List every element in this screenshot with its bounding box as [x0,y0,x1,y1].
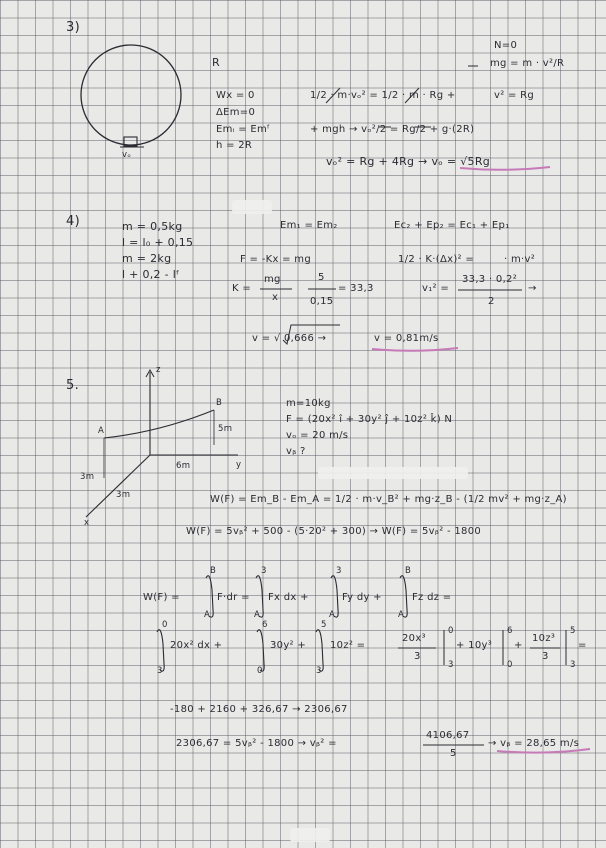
x-axis [86,455,150,517]
y-axis-label: y [236,460,242,470]
cond-h: h = 2R [216,140,253,151]
limit-5-a: 5 [321,620,327,630]
k-result: = 33,3 [338,283,374,294]
p4-v-text: v = √ 0,666 → [252,333,327,344]
eval-0b: 0 [507,660,513,670]
work-int-label: W(F) = [143,592,180,603]
int2-3: 10z² = [330,640,366,651]
label-5m: 5m [218,424,233,434]
integral-sign [316,630,323,671]
k-label: K = [232,283,252,294]
integral-sign [257,630,264,671]
v2-arrow: → [528,283,537,294]
label-3m-a: 3m [80,472,95,482]
int2-2: 30y² + [270,640,307,651]
p4-m2: m = 2kg [122,252,172,265]
v-squared: v² = Rg [494,90,535,101]
int2-7: + [514,640,523,651]
limit-A-1: A [204,610,211,620]
x-axis-label: x [84,518,90,528]
integral-sign [157,630,164,671]
cond-em: Emᵢ = Emᶠ [216,124,271,135]
z-axis-label: z [156,365,161,375]
k-den: x [272,292,279,303]
int2-6: + 10y³ [456,640,493,651]
loop-circle [81,45,181,145]
p4-l: l = l₀ + 0,15 [122,236,194,249]
limit-6-a: 6 [262,620,268,630]
k-num2: 5 [318,272,325,283]
p5-vb: vᵦ ? [286,446,306,457]
eval-3b: 3 [570,660,576,670]
v2-num: 33,3 · 0,2² [462,274,518,285]
final-den: 5 [450,748,457,759]
answer-underline [372,348,458,351]
p4-ec: Ec₂ + Ep₂ = Ec₁ + Ep₁ [394,220,510,231]
smudge [290,828,330,842]
path-A-B [104,410,214,438]
p4-half-right: · m·v² [504,254,536,265]
limit-3-1: 3 [261,566,267,576]
int2-5: 3 [414,651,421,662]
work-eq-1: W(F) = Em_B - Em_A = 1/2 · m·v_B² + mg·z_B - (1/2 mv² + mg·z_A) [210,494,567,505]
eval-0: 0 [448,626,454,636]
int2-9: 3 [542,651,549,662]
p4-em: Em₁ = Em₂ [280,220,338,231]
limit-3-2: 3 [336,566,342,576]
p4-f: F = -Kx = mg [240,254,311,265]
work-eq-2: W(F) = 5vᵦ² + 500 - (5·20² + 300) → W(F) = 5vᵦ² - 1800 [186,526,482,537]
int2-4: 20x³ [402,633,426,644]
p3-eq1: 1/2 · m·vₒ² = 1/2 · m · Rg + [310,90,456,101]
answer-underline [497,749,590,753]
limit-3-b: 3 [316,666,322,676]
p4-l2: l + 0,2 - lᶠ [122,268,180,281]
eval-6: 6 [507,626,513,636]
p5-mass: m=10kg [286,398,331,409]
smudge [232,200,272,214]
k-den2: 0,15 [310,296,334,307]
final-num: 4106,67 [426,730,470,741]
work-int-3: Fy dy + [342,592,382,603]
eval-3: 3 [448,660,454,670]
work-int-2: Fx dx + [268,592,309,603]
limit-0-a: 0 [162,620,168,630]
work-int-1: F·dr = [217,592,250,603]
label-6m: 6m [176,461,191,471]
p3-eq3: vₒ² = Rg + 4Rg → vₒ = √5Rg [326,155,491,168]
cond-dem: ΔEm=0 [216,107,256,118]
work-int-4: Fz dz = [412,592,452,603]
limit-A-3: A [329,610,336,620]
point-B: B [216,398,223,408]
n-zero: N=0 [494,40,518,51]
vo-label: vₒ [122,150,132,160]
sum-line: -180 + 2160 + 326,67 → 2306,67 [170,704,348,715]
v2-label: v₁² = [422,283,449,294]
p3-eq2: + mgh → vₒ²/2 = Rg/2 + g·(2R) [310,124,475,135]
p5-vo: vₒ = 20 m/s [286,430,349,441]
mg-eq: mg = m · v²/R [490,58,565,69]
limit-B-2: B [405,566,412,576]
problem-4-number: 4) [66,214,80,229]
p5-force: F = (20x² î + 30y² ĵ + 10z² k̂) N [286,414,453,425]
final-eq: 2306,67 = 5vᵦ² - 1800 → vᵦ² = [176,738,337,749]
radius-label: R [212,56,220,69]
p4-m1: m = 0,5kg [122,220,183,233]
problem-5-number: 5. [66,378,80,393]
limit-A-4: A [398,610,405,620]
int2-8: 10z³ [532,633,556,644]
p4-v-result: v = 0,81m/s [374,333,439,344]
problem-3-number: 3) [66,20,80,35]
eval-5: 5 [570,626,576,636]
int2-10: = [578,640,587,651]
smudge [318,467,468,479]
p4-half-left: 1/2 · K·(Δx)² = [398,254,474,265]
k-num: mg [264,274,281,285]
limit-B-1: B [210,566,217,576]
cond-wx: Wx = 0 [216,90,255,101]
int2-1: 20x² dx + [170,640,223,651]
limit-0-b: 0 [257,666,263,676]
point-A: A [98,426,105,436]
final-result: → vᵦ = 28,65 m/s [488,738,580,749]
limit-3-a: 3 [157,666,163,676]
limit-A-2: A [254,610,261,620]
label-3m-b: 3m [116,490,131,500]
v2-den: 2 [488,296,495,307]
